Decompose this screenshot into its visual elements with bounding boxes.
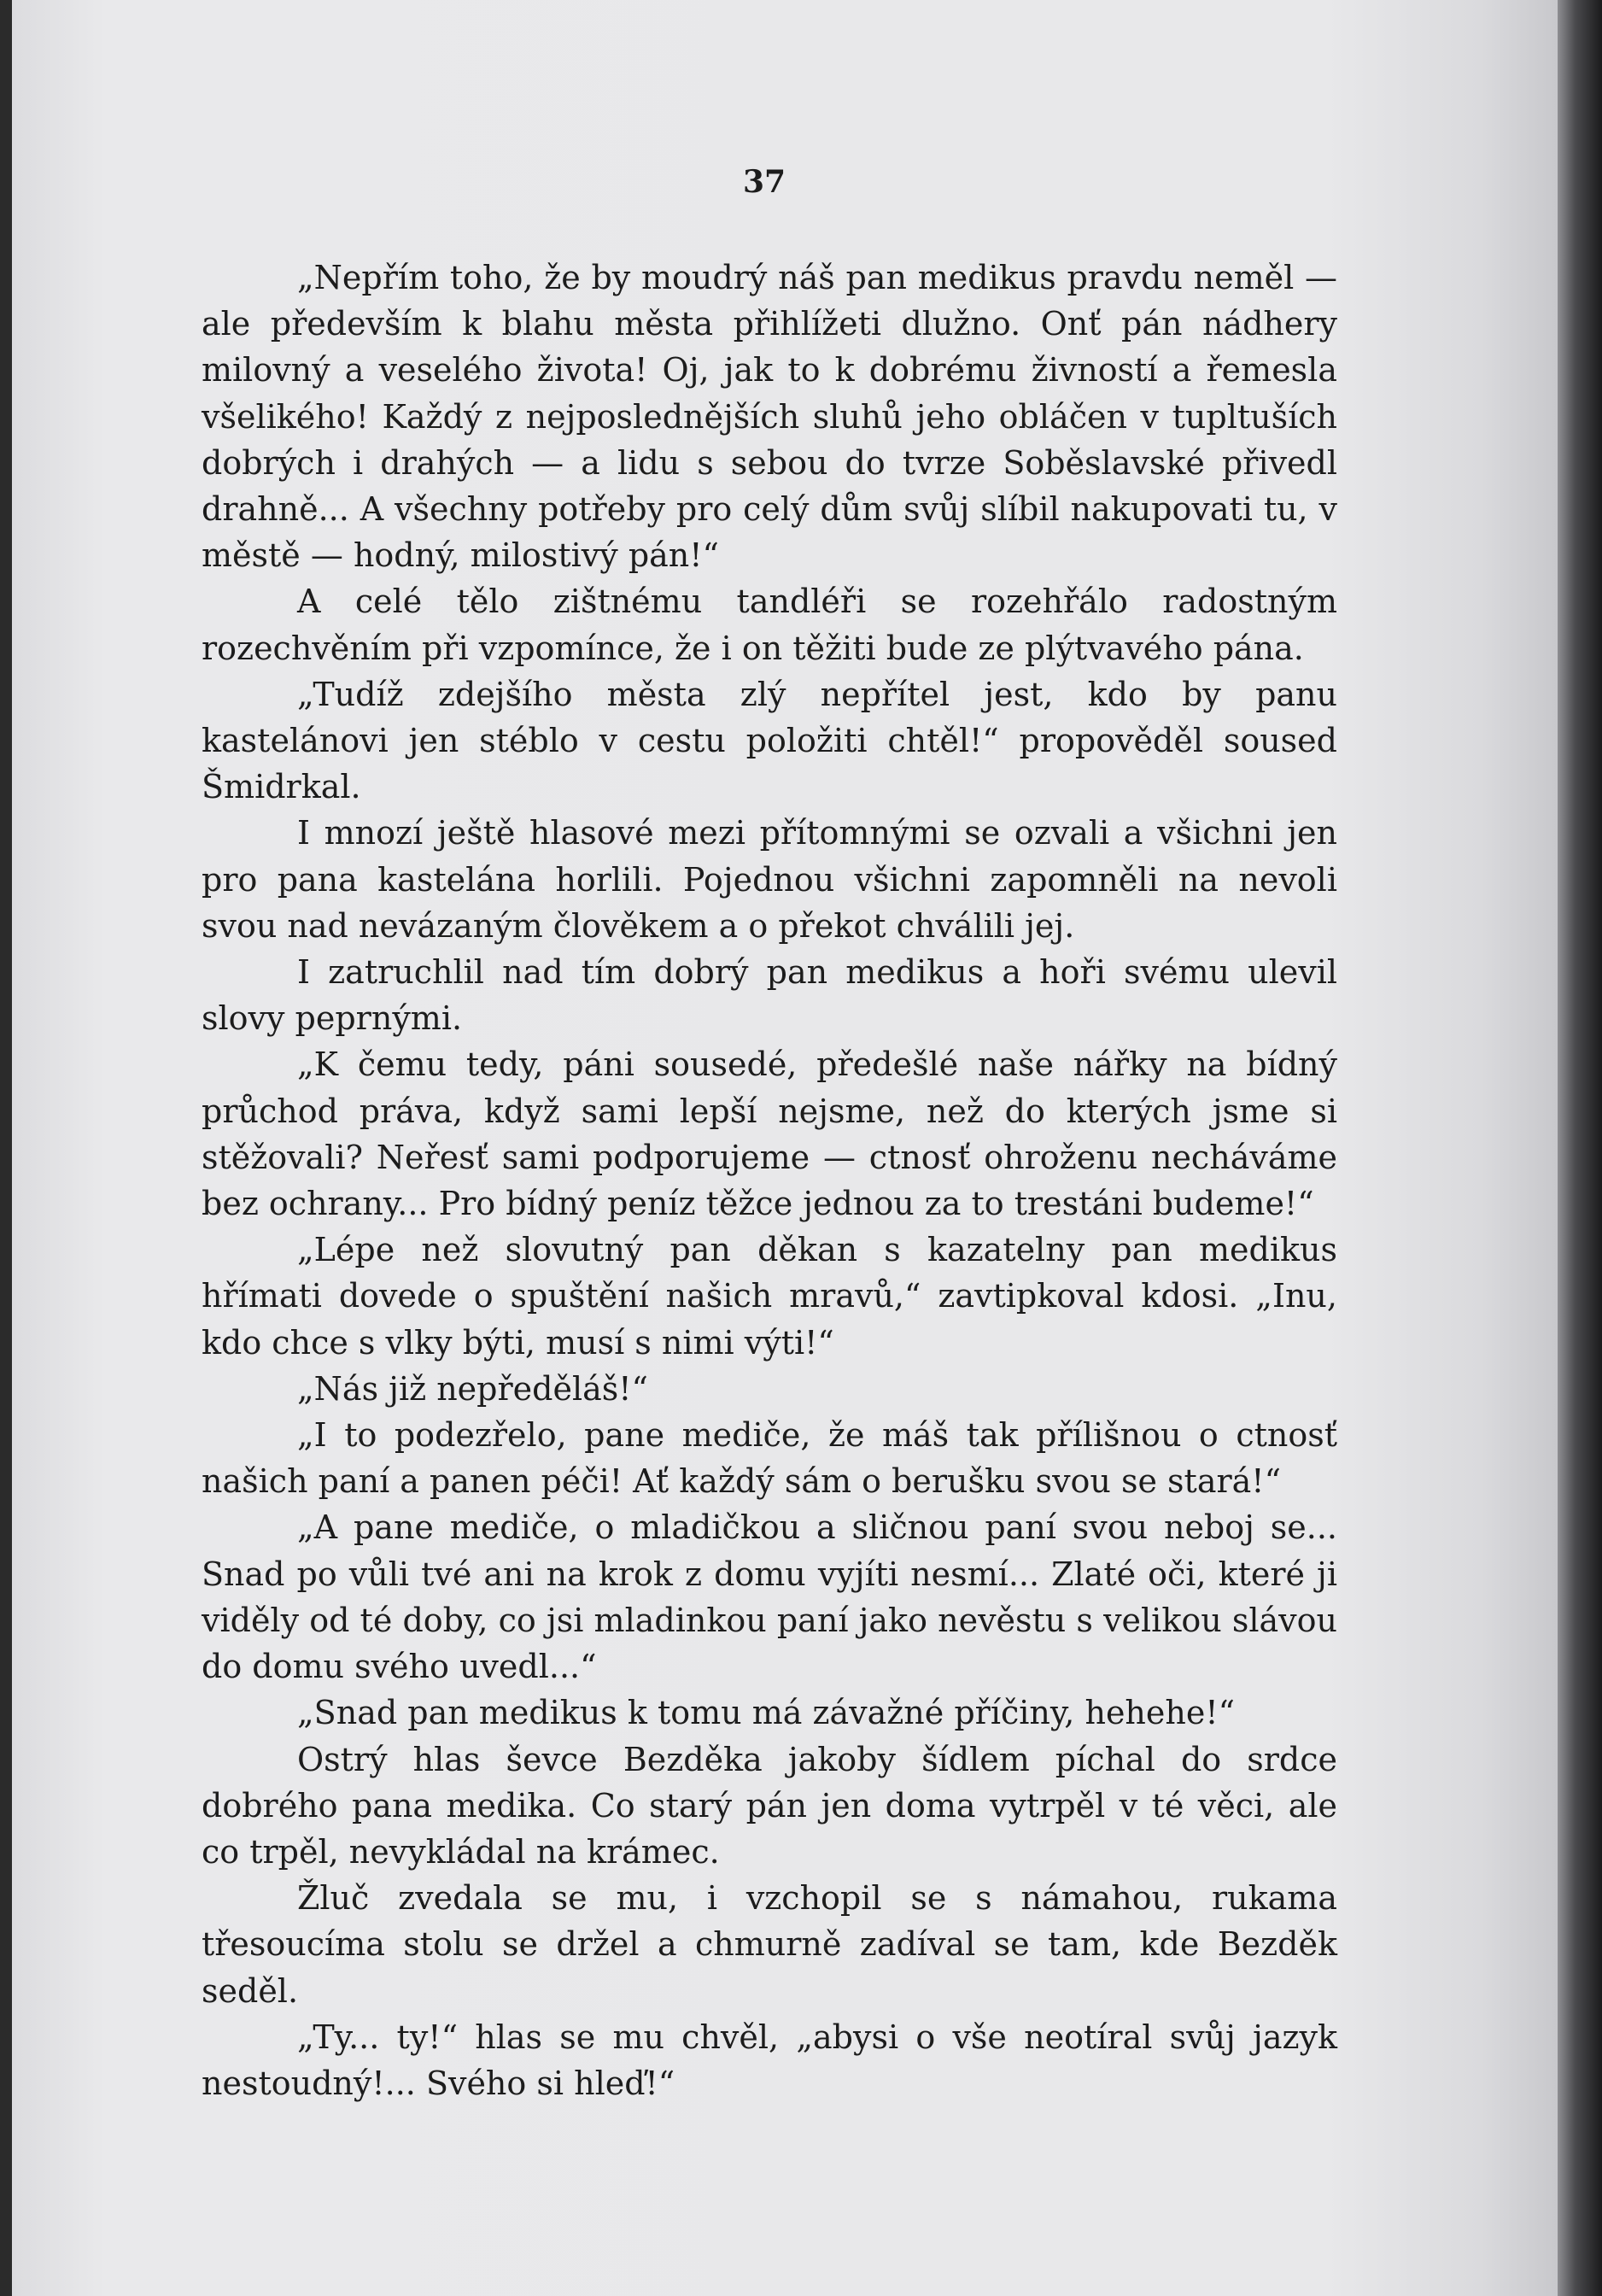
paragraph-9: „I to podezřelo, pane mediče, že máš tak přílišnou o ctnosť našich paní a panen péči! Ať každý sám o berušku svou se stará!“: [202, 1416, 1337, 1501]
paragraph-12: Ostrý hlas ševce Bezděka jakoby šídlem píchal do srdce dobrého pana medika. Co starý pán jen doma vytrpěl v té věci, ale co trpěl, nevykládal na krámec.: [202, 1740, 1337, 1871]
scan-right-border: [1558, 0, 1602, 2296]
paragraph-11: „Snad pan medikus k tomu má závažné příčiny, hehehe!“: [297, 1694, 1236, 1732]
page-number: 37: [743, 164, 786, 200]
paragraph-2: A celé tělo zištnému tandléři se rozehřálo radostným rozechvěním při vzpomínce, že i on těžiti bude ze plýtvavého pána.: [202, 583, 1337, 667]
paragraph-1: „Nepřím toho, že by moudrý náš pan medikus pravdu neměl — ale především k blahu města přihlížeti dlužno. Onť pán nádhery milovný a veselého života! Oj, jak to k dobrému živností a řemesla všelikého! Každý z nejposlednějších sluhů jeho obláčen v tupltuších dobrých i drahých — a lidu s sebou do tvrze Soběslavské přivedl drahně... A všechny potřeby pro celý dům svůj slíbil nakupovati tu, v městě — hodný, milostivý pán!“: [202, 259, 1337, 575]
paragraph-4: I mnozí ještě hlasové mezi přítomnými se ozvali a všichni jen pro pana kastelána horlili. Pojednou všichni zapomněli na nevoli svou nad nevázaným člověkem a o překot chválili jej.: [202, 814, 1337, 945]
paragraph-10: „A pane mediče, o mladičkou a sličnou paní svou neboj se... Snad po vůli tvé ani na krok z domu vyjíti nesmí... Zlaté oči, které ji viděly od té doby, co jsi mladinkou paní jako nevěstu s velikou slávou do domu svého uvedl...“: [202, 1508, 1337, 1686]
paragraph-13: Žluč zvedala se mu, i vzchopil se s námahou, rukama třesoucíma stolu se držel a chmurně zadíval se tam, kde Bezděk seděl.: [202, 1879, 1337, 2010]
paragraph-7: „Lépe než slovutný pan děkan s kazatelny pan medikus hřímati dovede o spuštění našich mravů,“ zavtipkoval kdosi. „Inu, kdo chce s vlky býti, musí s nimi výti!“: [202, 1231, 1337, 1362]
paragraph-8: „Nás již nepředěláš!“: [297, 1369, 648, 1408]
paragraph-5: I zatruchlil nad tím dobrý pan medikus a hoři svému ulevil slovy peprnými.: [202, 953, 1337, 1038]
paragraph-6: „K čemu tedy, páni sousedé, předešlé naše nářky na bídný průchod práva, když sami lepší nejsme, než do kterých jsme si stěžovali? Neřesť sami podporujeme — ctnosť ohroženu necháváme bez ochrany... Pro bídný peníz těžce jednou za to trestáni budeme!“: [202, 1046, 1337, 1223]
body-text: [202, 255, 1337, 2106]
paragraph-14: „Ty... ty!“ hlas se mu chvěl, „abysi o vše neotíral svůj jazyk nestoudný!... Svého si hleď!“: [202, 2018, 1337, 2102]
paragraph-3: „Tudíž zdejšího města zlý nepřítel jest, kdo by panu kastelánovi jen stéblo v cestu položiti chtěl!“ propověděl soused Šmidrkal.: [202, 675, 1337, 806]
